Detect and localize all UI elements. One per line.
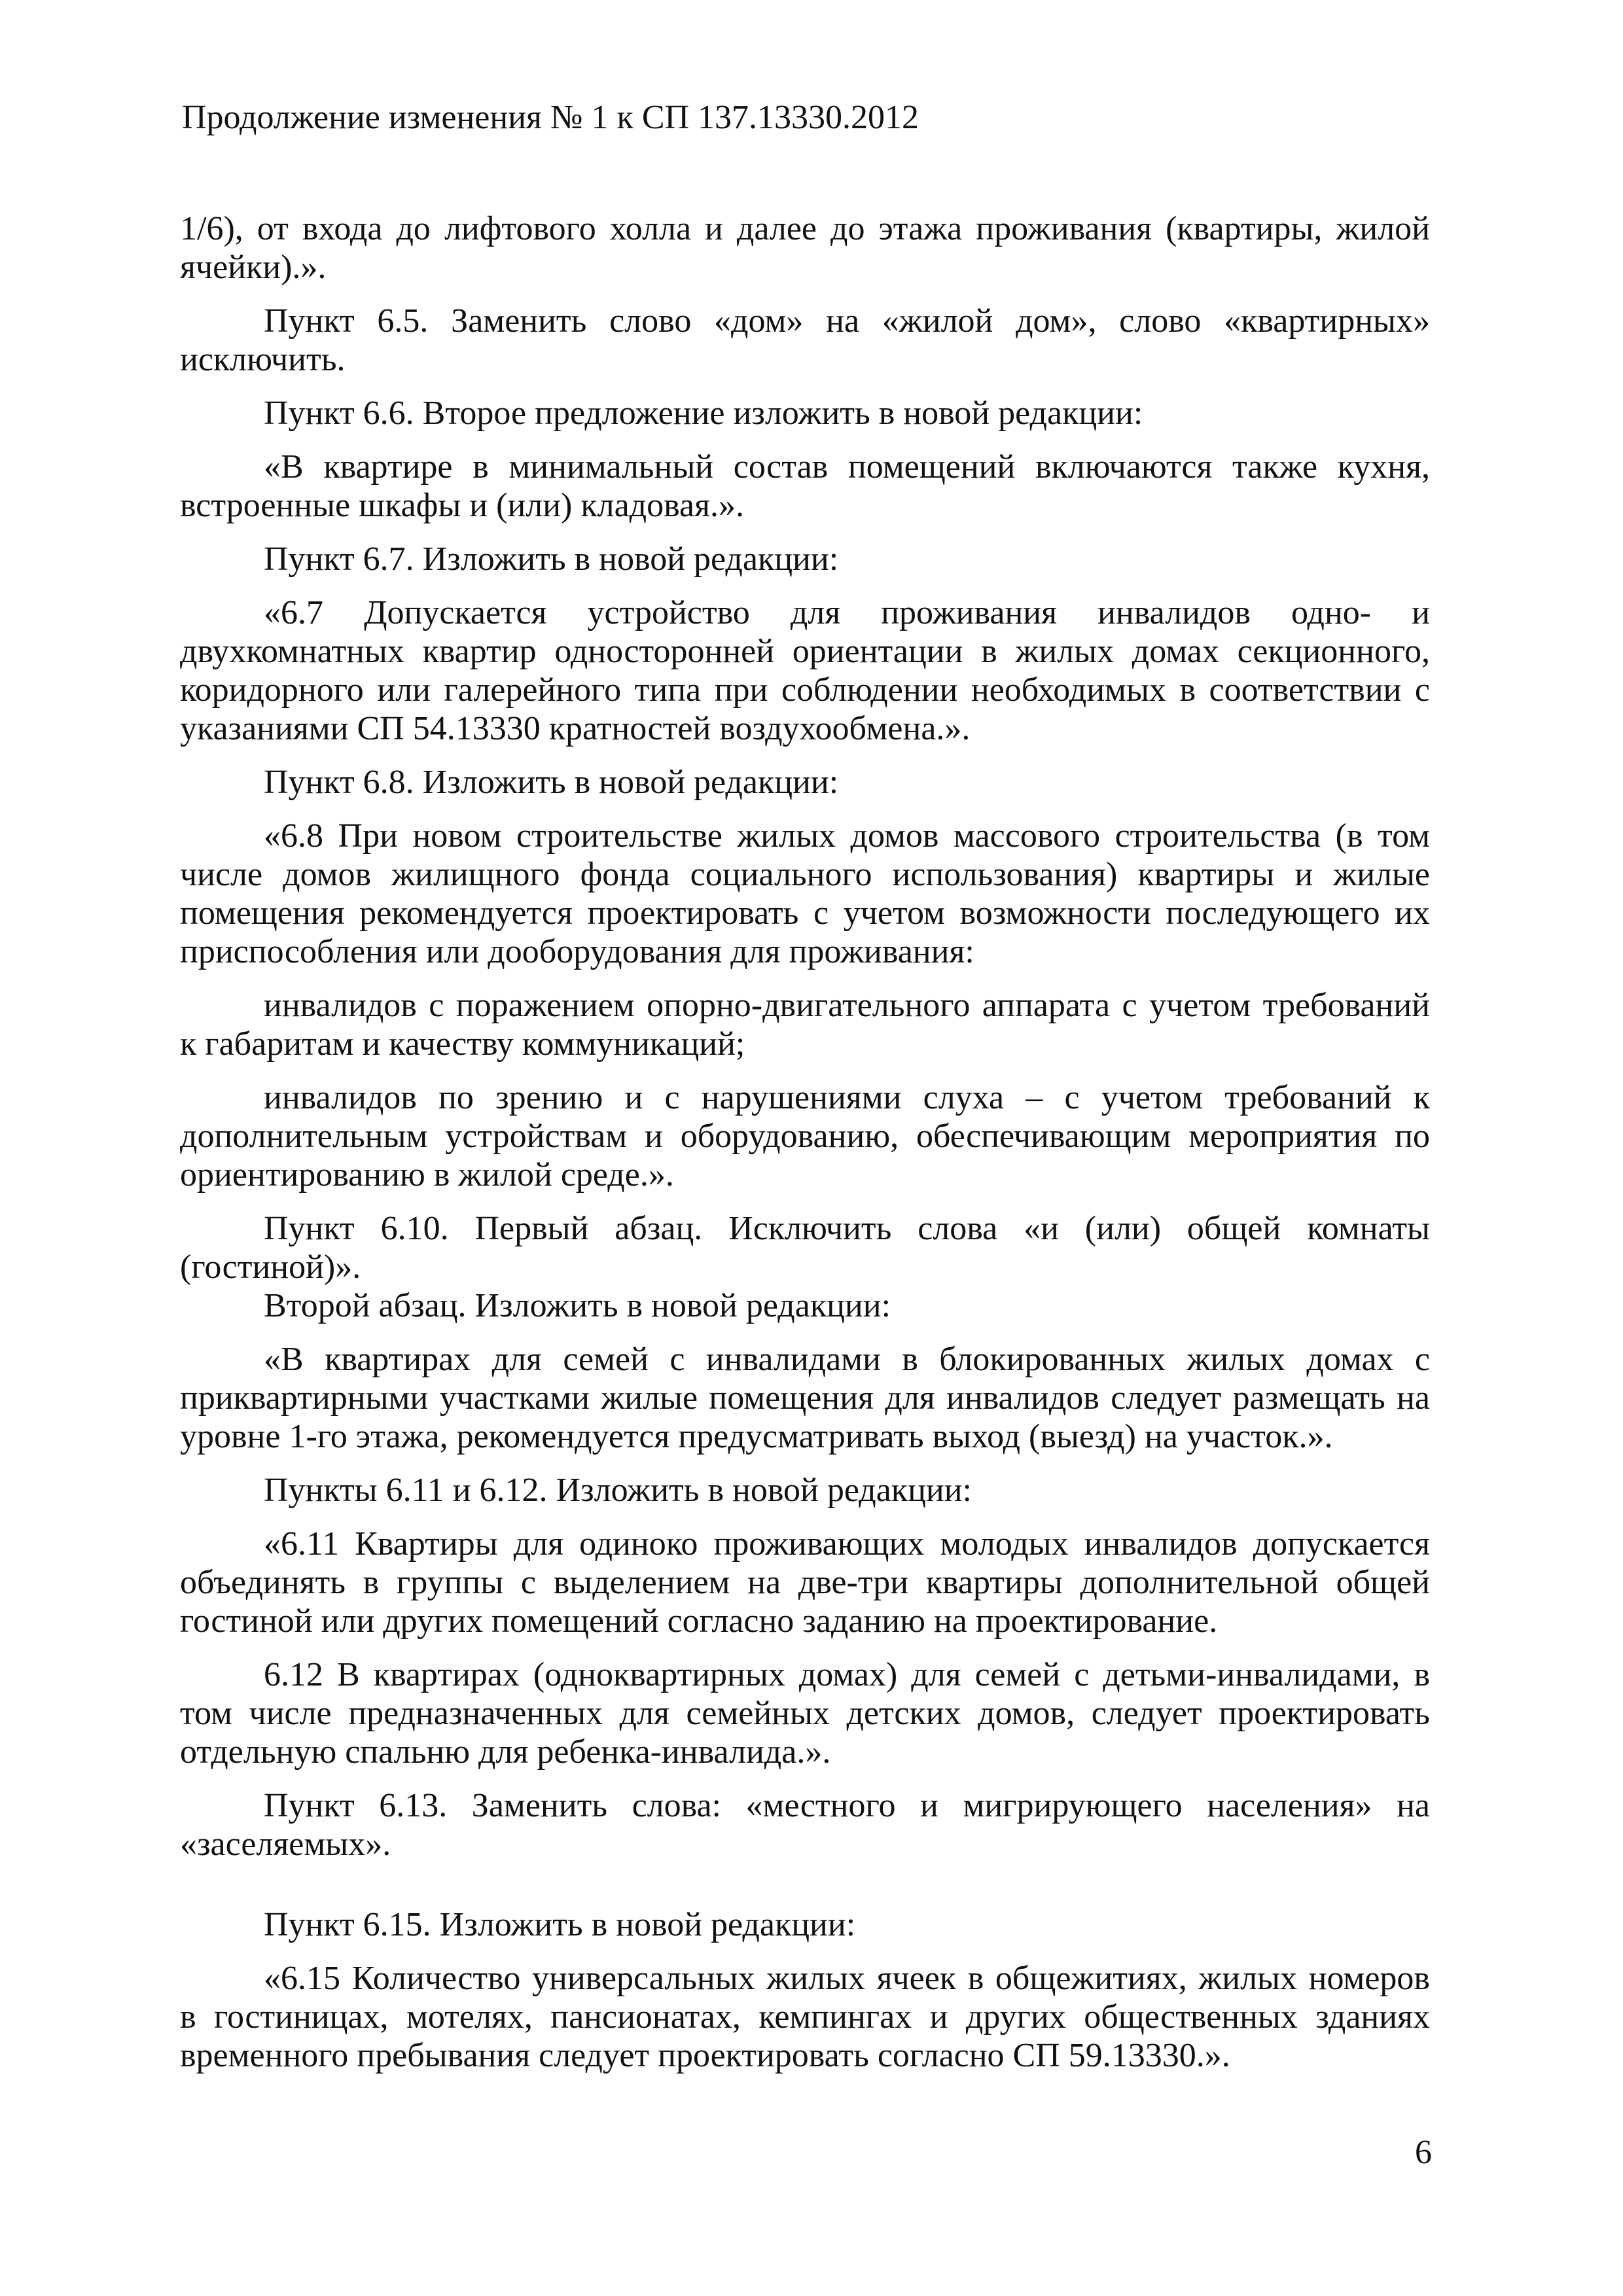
paragraph-item-6-7: Пункт 6.7. Изложить в новой редакции: [264, 540, 839, 578]
paragraph-list-item: инвалидов с поражением опорно-двигательного аппарата с учетом требований к габаритам и качеству коммуникаций; [180, 987, 1430, 1063]
page-number: 6 [1415, 2134, 1432, 2171]
paragraph-quote-6-12: 6.12 В квартирах (одноквартирных домах) для семей с детьми-инвалидами, в том числе предназначенных для семейных детских домов, следует проектировать отдельную спальню для ребенка-инвалида.». [180, 1656, 1430, 1771]
paragraph-quote-6-11: «6.11 Квартиры для одиноко проживающих молодых инвалидов допускается объединять в группы с выделением на две-три квартиры дополнительной общей гостиной или других помещений согласно заданию на проектирование. [180, 1525, 1430, 1640]
paragraph-quote-6-15: «6.15 Количество универсальных жилых ячеек в общежитиях, жилых номеров в гостиницах, мотелях, пансионатах, кемпингах и других общественных зданиях временного пребывания следует проектировать согласно СП 59.13330.». [180, 1960, 1430, 2074]
paragraph-quote-6-10: «В квартирах для семей с инвалидами в блокированных жилых домах с приквартирными участками жилые помещения для инвалидов следует размещать на уровне 1-го этажа, рекомендуется предусматривать выход (выезд) на участок.». [180, 1341, 1430, 1455]
paragraph-item-6-8: Пункт 6.8. Изложить в новой редакции: [264, 764, 839, 801]
paragraph-item-6-11-6-12: Пункты 6.11 и 6.12. Изложить в новой редакции: [264, 1472, 972, 1509]
page-header: Продолжение изменения № 1 к СП 137.13330.2012 [182, 99, 919, 136]
paragraph-quote-6-7: «6.7 Допускается устройство для проживания инвалидов одно- и двухкомнатных квартир односторонней ориентации в жилых домах секционного, коридорного или галерейного типа при соблюдении необходимых в соответствии с указаниями СП 54.13330 кратностей воздухообмена.». [180, 594, 1430, 747]
paragraph-continuation: 1/6), от входа до лифтового холла и далее до этажа проживания (квартиры, жилой ячейки).». [180, 210, 1430, 286]
paragraph-item-6-5: Пункт 6.5. Заменить слово «дом» на «жилой дом», слово «квартирных» исключить. [180, 302, 1430, 378]
paragraph-item-6-10-second: Второй абзац. Изложить в новой редакции: [264, 1287, 891, 1324]
paragraph-item-6-10: Пункт 6.10. Первый абзац. Исключить слова «и (или) общей комнаты (гостиной)». [180, 1210, 1430, 1286]
document-body [180, 209, 1430, 2090]
paragraph-quote-6-6: «В квартире в минимальный состав помещений включаются также кухня, встроенные шкафы и (или) кладовая.». [180, 448, 1430, 524]
paragraph-list-item: инвалидов по зрению и с нарушениями слуха – с учетом требований к дополнительным устройствам и оборудованию, обеспечивающим мероприятия по ориентированию в жилой среде.». [180, 1079, 1430, 1193]
paragraph-quote-6-8: «6.8 При новом строительстве жилых домов массового строительства (в том числе домов жилищного фонда социального использования) квартиры и жилые помещения рекомендуется проектировать с учетом возможности последующего их приспособления или дооборудования для проживания: [180, 817, 1430, 970]
paragraph-item-6-13: Пункт 6.13. Заменить слова: «местного и мигрирующего населения» на «заселяемых». [180, 1787, 1430, 1863]
paragraph-item-6-6: Пункт 6.6. Второе предложение изложить в новой редакции: [264, 395, 1143, 432]
paragraph-item-6-15: Пункт 6.15. Изложить в новой редакции: [264, 1906, 856, 1943]
